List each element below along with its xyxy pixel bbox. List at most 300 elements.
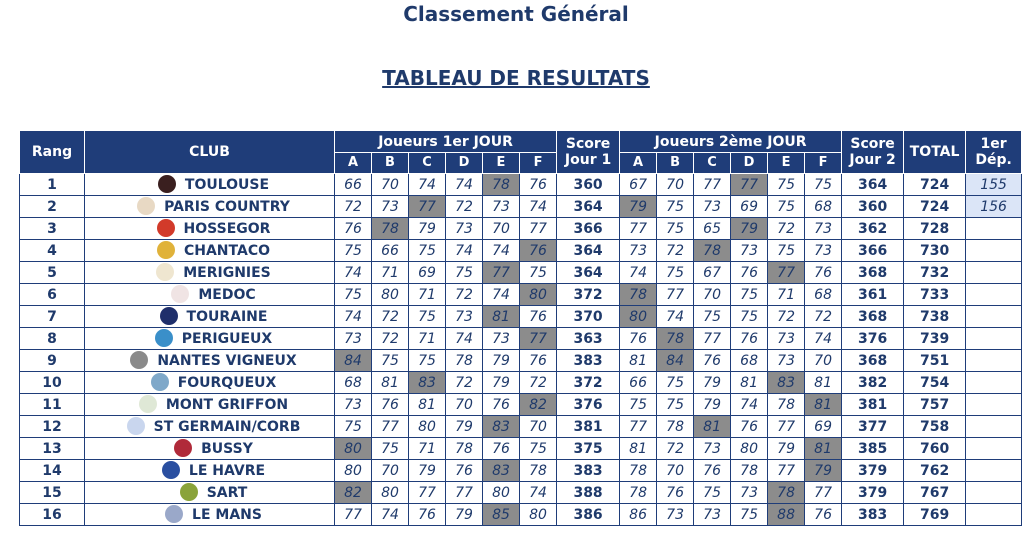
rank-cell: 1 — [20, 174, 85, 196]
day2-score-cell: 71 — [768, 284, 805, 306]
score-day1-cell: 386 — [557, 504, 620, 526]
first-dep-cell — [966, 218, 1022, 240]
day2-score-cell: 72 — [768, 218, 805, 240]
day1-score-cell: 75 — [409, 240, 446, 262]
day1-score-cell: 79 — [446, 504, 483, 526]
day2-score-cell: 84 — [657, 350, 694, 372]
club-cell — [85, 504, 335, 526]
day2-score-cell: 77 — [731, 174, 768, 196]
day1-score-cell: 80 — [409, 416, 446, 438]
mont-griffon-logo-icon — [139, 395, 157, 413]
day2-score-cell: 75 — [768, 174, 805, 196]
day2-score-cell: 81 — [805, 394, 842, 416]
day2-score-cell: 75 — [657, 262, 694, 284]
score-day1-cell: 388 — [557, 482, 620, 504]
first-dep-cell — [966, 438, 1022, 460]
day1-score-cell: 72 — [372, 328, 409, 350]
day2-score-cell: 65 — [694, 218, 731, 240]
day2-score-cell: 79 — [805, 460, 842, 482]
score-day1-cell: 364 — [557, 196, 620, 218]
score-day1-cell: 360 — [557, 174, 620, 196]
table-row — [20, 240, 1022, 262]
day1-score-cell: 74 — [483, 240, 520, 262]
day2-score-cell: 76 — [731, 416, 768, 438]
day1-score-cell: 70 — [520, 416, 557, 438]
header-first-dep — [966, 131, 1022, 174]
club-cell — [85, 174, 335, 196]
table-row — [20, 460, 1022, 482]
day1-score-cell: 74 — [446, 328, 483, 350]
day1-score-cell: 70 — [446, 394, 483, 416]
day2-score-cell: 73 — [731, 240, 768, 262]
day2-score-cell: 75 — [657, 394, 694, 416]
chantaco-logo-icon — [157, 241, 175, 259]
day1-score-cell: 76 — [483, 438, 520, 460]
first-dep-cell — [966, 460, 1022, 482]
day1-score-cell: 66 — [372, 240, 409, 262]
day1-score-cell: 76 — [446, 460, 483, 482]
day2-score-cell: 70 — [657, 460, 694, 482]
table-row — [20, 372, 1022, 394]
day2-score-cell: 69 — [805, 416, 842, 438]
table-row — [20, 350, 1022, 372]
score-day1-cell: 381 — [557, 416, 620, 438]
score-day1-cell: 372 — [557, 284, 620, 306]
day2-score-cell: 79 — [694, 394, 731, 416]
club-cell — [85, 284, 335, 306]
day2-score-cell: 75 — [768, 240, 805, 262]
day1-score-cell: 70 — [483, 218, 520, 240]
day1-score-cell: 75 — [520, 438, 557, 460]
club-name: BUSSY — [201, 440, 253, 457]
day2-score-cell: 73 — [805, 218, 842, 240]
day1-score-cell: 72 — [446, 372, 483, 394]
day2-score-cell: 77 — [620, 416, 657, 438]
le-mans-logo-icon — [165, 505, 183, 523]
total-cell: 762 — [904, 460, 966, 482]
day1-score-cell: 84 — [335, 350, 372, 372]
day1-score-cell: 73 — [335, 394, 372, 416]
total-cell: 730 — [904, 240, 966, 262]
score-day2-cell: 362 — [842, 218, 904, 240]
day2-score-cell: 76 — [694, 460, 731, 482]
day2-score-cell: 78 — [657, 416, 694, 438]
day2-score-cell: 73 — [657, 504, 694, 526]
day2-score-cell: 76 — [731, 328, 768, 350]
first-dep-cell — [966, 350, 1022, 372]
day1-score-cell: 75 — [335, 284, 372, 306]
day1-score-cell: 79 — [483, 372, 520, 394]
club-cell — [85, 240, 335, 262]
table-row — [20, 438, 1022, 460]
day1-score-cell: 77 — [409, 196, 446, 218]
day2-score-cell: 75 — [657, 196, 694, 218]
total-cell: 738 — [904, 306, 966, 328]
table-row — [20, 328, 1022, 350]
first-dep-cell — [966, 306, 1022, 328]
day1-score-cell: 66 — [335, 174, 372, 196]
day1-score-cell: 70 — [372, 174, 409, 196]
results-table-title: TABLEAU DE RESULTATS — [382, 66, 650, 90]
score-day1-cell: 363 — [557, 328, 620, 350]
day2-score-cell: 77 — [768, 460, 805, 482]
day2-score-cell: 74 — [731, 394, 768, 416]
day2-score-cell: 73 — [768, 350, 805, 372]
total-cell: 758 — [904, 416, 966, 438]
day2-score-cell: 75 — [620, 394, 657, 416]
score-day2-cell: 381 — [842, 394, 904, 416]
day2-score-cell: 79 — [731, 218, 768, 240]
day2-score-cell: 76 — [805, 504, 842, 526]
day2-score-cell: 78 — [694, 240, 731, 262]
score-day2-cell: 376 — [842, 328, 904, 350]
day2-score-cell: 75 — [657, 372, 694, 394]
day2-score-cell: 73 — [620, 240, 657, 262]
day1-score-cell: 80 — [372, 284, 409, 306]
day1-score-cell: 75 — [372, 350, 409, 372]
day1-score-cell: 74 — [483, 284, 520, 306]
day2-score-cell: 75 — [768, 196, 805, 218]
day1-score-cell: 73 — [372, 196, 409, 218]
day1-score-cell: 73 — [483, 328, 520, 350]
day2-score-cell: 72 — [657, 438, 694, 460]
day2-score-cell: 72 — [768, 306, 805, 328]
st-germain-logo-icon — [127, 417, 145, 435]
day1-score-cell: 80 — [335, 438, 372, 460]
results-table — [19, 130, 1022, 526]
header-score-day1-line2: Jour 1 — [564, 152, 612, 168]
table-row — [20, 284, 1022, 306]
header-day1-player-b: B — [372, 153, 409, 174]
score-day2-cell: 379 — [842, 460, 904, 482]
total-cell: 728 — [904, 218, 966, 240]
total-cell: 733 — [904, 284, 966, 306]
perigueux-logo-icon — [155, 329, 173, 347]
first-dep-cell — [966, 372, 1022, 394]
day2-score-cell: 74 — [657, 306, 694, 328]
total-cell: 760 — [904, 438, 966, 460]
rank-cell: 6 — [20, 284, 85, 306]
club-name: TOURAINE — [186, 308, 268, 325]
first-dep-cell — [966, 482, 1022, 504]
day2-score-cell: 81 — [620, 350, 657, 372]
day2-score-cell: 72 — [657, 240, 694, 262]
day1-score-cell: 77 — [446, 482, 483, 504]
table-row — [20, 196, 1022, 218]
day1-score-cell: 76 — [520, 350, 557, 372]
day2-score-cell: 77 — [768, 416, 805, 438]
rank-cell: 7 — [20, 306, 85, 328]
club-cell — [85, 328, 335, 350]
le-havre-logo-icon — [162, 461, 180, 479]
day2-score-cell: 81 — [620, 438, 657, 460]
day1-score-cell: 75 — [335, 240, 372, 262]
first-dep-cell: 155 — [966, 174, 1022, 196]
day1-score-cell: 68 — [335, 372, 372, 394]
day1-score-cell: 80 — [520, 284, 557, 306]
day2-score-cell: 73 — [768, 328, 805, 350]
rank-cell: 5 — [20, 262, 85, 284]
header-day2-players: Joueurs 2ème JOUR — [620, 131, 842, 153]
day2-score-cell: 74 — [620, 262, 657, 284]
header-club: CLUB — [85, 131, 335, 174]
day1-score-cell: 70 — [372, 460, 409, 482]
score-day2-cell: 379 — [842, 482, 904, 504]
day1-score-cell: 76 — [372, 394, 409, 416]
day1-score-cell: 72 — [520, 372, 557, 394]
day1-score-cell: 75 — [409, 350, 446, 372]
first-dep-cell — [966, 240, 1022, 262]
nantes-vigneux-logo-icon — [130, 351, 148, 369]
day1-score-cell: 71 — [372, 262, 409, 284]
header-day1-player-f: F — [520, 153, 557, 174]
day2-score-cell: 68 — [731, 350, 768, 372]
club-cell — [85, 218, 335, 240]
score-day2-cell: 377 — [842, 416, 904, 438]
header-day2-player-b: B — [657, 153, 694, 174]
score-day2-cell: 360 — [842, 196, 904, 218]
header-score-day2-line1: Score — [850, 136, 895, 152]
day1-score-cell: 76 — [483, 394, 520, 416]
header-day2-player-d: D — [731, 153, 768, 174]
club-name: MEDOC — [198, 286, 256, 303]
rank-cell: 9 — [20, 350, 85, 372]
day1-score-cell: 75 — [335, 416, 372, 438]
rank-cell: 13 — [20, 438, 85, 460]
total-cell: 767 — [904, 482, 966, 504]
day2-score-cell: 81 — [694, 416, 731, 438]
rank-cell: 3 — [20, 218, 85, 240]
day2-score-cell: 67 — [694, 262, 731, 284]
header-score-day2 — [842, 131, 904, 174]
merignies-logo-icon — [156, 263, 174, 281]
medoc-logo-icon — [171, 285, 189, 303]
total-cell: 724 — [904, 196, 966, 218]
club-name: HOSSEGOR — [183, 220, 271, 237]
score-day1-cell: 375 — [557, 438, 620, 460]
header-rang: Rang — [20, 131, 85, 174]
day2-score-cell: 75 — [731, 306, 768, 328]
day2-score-cell: 83 — [768, 372, 805, 394]
day1-score-cell: 72 — [446, 284, 483, 306]
day1-score-cell: 81 — [372, 372, 409, 394]
day2-score-cell: 77 — [805, 482, 842, 504]
club-name: LE MANS — [192, 506, 262, 523]
day2-score-cell: 70 — [805, 350, 842, 372]
score-day2-cell: 366 — [842, 240, 904, 262]
paris-country-logo-icon — [137, 197, 155, 215]
club-cell — [85, 196, 335, 218]
day2-score-cell: 73 — [694, 504, 731, 526]
day2-score-cell: 75 — [657, 218, 694, 240]
day2-score-cell: 80 — [731, 438, 768, 460]
day2-score-cell: 78 — [768, 394, 805, 416]
day1-score-cell: 69 — [409, 262, 446, 284]
toulouse-logo-icon — [158, 175, 176, 193]
club-cell — [85, 394, 335, 416]
club-name: CHANTACO — [183, 242, 271, 259]
club-name: FOURQUEUX — [177, 374, 277, 391]
header-score-day1-line1: Score — [565, 136, 611, 152]
rank-cell: 15 — [20, 482, 85, 504]
day1-score-cell: 76 — [409, 504, 446, 526]
day2-score-cell: 75 — [805, 174, 842, 196]
rank-cell: 10 — [20, 372, 85, 394]
table-row — [20, 174, 1022, 196]
day2-score-cell: 77 — [768, 262, 805, 284]
score-day1-cell: 364 — [557, 262, 620, 284]
total-cell: 751 — [904, 350, 966, 372]
day2-score-cell: 78 — [620, 460, 657, 482]
header-day1-player-e: E — [483, 153, 520, 174]
day2-score-cell: 75 — [731, 284, 768, 306]
day2-score-cell: 73 — [805, 240, 842, 262]
day1-score-cell: 77 — [520, 328, 557, 350]
day1-score-cell: 72 — [446, 196, 483, 218]
day2-score-cell: 76 — [620, 328, 657, 350]
rank-cell: 12 — [20, 416, 85, 438]
day2-score-cell: 72 — [805, 306, 842, 328]
club-cell — [85, 372, 335, 394]
score-day2-cell: 368 — [842, 350, 904, 372]
day2-score-cell: 77 — [694, 328, 731, 350]
day1-score-cell: 73 — [446, 306, 483, 328]
day2-score-cell: 77 — [657, 284, 694, 306]
touraine-logo-icon — [160, 307, 178, 325]
first-dep-cell — [966, 262, 1022, 284]
day1-score-cell: 74 — [446, 240, 483, 262]
header-score-day2-line2: Jour 2 — [849, 152, 896, 168]
header-day2-player-e: E — [768, 153, 805, 174]
day2-score-cell: 79 — [620, 196, 657, 218]
day2-score-cell: 75 — [694, 482, 731, 504]
day1-score-cell: 78 — [483, 174, 520, 196]
day2-score-cell: 75 — [694, 306, 731, 328]
score-day2-cell: 364 — [842, 174, 904, 196]
score-day1-cell: 370 — [557, 306, 620, 328]
first-dep-cell — [966, 328, 1022, 350]
day2-score-cell: 79 — [694, 372, 731, 394]
day1-score-cell: 77 — [520, 218, 557, 240]
day1-score-cell: 79 — [409, 218, 446, 240]
day1-score-cell: 80 — [520, 504, 557, 526]
day1-score-cell: 74 — [372, 504, 409, 526]
day2-score-cell: 78 — [768, 482, 805, 504]
total-cell: 724 — [904, 174, 966, 196]
first-dep-cell — [966, 504, 1022, 526]
day2-score-cell: 69 — [731, 196, 768, 218]
day2-score-cell: 76 — [694, 350, 731, 372]
day1-score-cell: 74 — [520, 196, 557, 218]
day2-score-cell: 67 — [620, 174, 657, 196]
day1-score-cell: 76 — [520, 240, 557, 262]
total-cell: 739 — [904, 328, 966, 350]
score-day1-cell: 383 — [557, 350, 620, 372]
day1-score-cell: 74 — [335, 262, 372, 284]
header-day1-player-d: D — [446, 153, 483, 174]
club-name: PERIGUEUX — [181, 330, 273, 347]
hossegor-logo-icon — [157, 219, 175, 237]
day1-score-cell: 80 — [372, 482, 409, 504]
day1-score-cell: 85 — [483, 504, 520, 526]
day2-score-cell: 68 — [805, 284, 842, 306]
day2-score-cell: 78 — [620, 284, 657, 306]
day1-score-cell: 73 — [483, 196, 520, 218]
day2-score-cell: 79 — [768, 438, 805, 460]
day1-score-cell: 71 — [409, 284, 446, 306]
day2-score-cell: 73 — [694, 196, 731, 218]
day2-score-cell: 70 — [657, 174, 694, 196]
day1-score-cell: 78 — [372, 218, 409, 240]
club-name: ST GERMAIN/CORB — [153, 418, 301, 435]
day2-score-cell: 76 — [731, 262, 768, 284]
day1-score-cell: 71 — [409, 438, 446, 460]
first-dep-cell — [966, 416, 1022, 438]
day1-score-cell: 76 — [520, 306, 557, 328]
score-day2-cell: 361 — [842, 284, 904, 306]
day2-score-cell: 76 — [805, 262, 842, 284]
day1-score-cell: 83 — [409, 372, 446, 394]
score-day2-cell: 385 — [842, 438, 904, 460]
total-cell: 754 — [904, 372, 966, 394]
first-dep-cell: 156 — [966, 196, 1022, 218]
day2-score-cell: 88 — [768, 504, 805, 526]
club-name: MERIGNIES — [183, 264, 271, 281]
day1-score-cell: 81 — [409, 394, 446, 416]
day1-score-cell: 80 — [483, 482, 520, 504]
first-dep-cell — [966, 394, 1022, 416]
score-day1-cell: 366 — [557, 218, 620, 240]
results-body — [20, 174, 1022, 526]
day1-score-cell: 80 — [335, 460, 372, 482]
day2-score-cell: 78 — [731, 460, 768, 482]
day2-score-cell: 68 — [805, 196, 842, 218]
day2-score-cell: 80 — [620, 306, 657, 328]
first-dep-cell — [966, 284, 1022, 306]
score-day2-cell: 383 — [842, 504, 904, 526]
club-cell — [85, 262, 335, 284]
day2-score-cell: 77 — [694, 174, 731, 196]
day1-score-cell: 83 — [483, 416, 520, 438]
day1-score-cell: 83 — [483, 460, 520, 482]
total-cell: 757 — [904, 394, 966, 416]
fourqueux-logo-icon — [151, 373, 169, 391]
header-day2-player-c: C — [694, 153, 731, 174]
rank-cell: 8 — [20, 328, 85, 350]
table-row — [20, 394, 1022, 416]
header-day1-player-a: A — [335, 153, 372, 174]
day2-score-cell: 76 — [657, 482, 694, 504]
table-row — [20, 504, 1022, 526]
day2-score-cell: 81 — [805, 438, 842, 460]
table-row — [20, 482, 1022, 504]
day1-score-cell: 71 — [409, 328, 446, 350]
club-name: TOULOUSE — [184, 176, 270, 193]
day2-score-cell: 73 — [731, 482, 768, 504]
club-cell — [85, 306, 335, 328]
rank-cell: 2 — [20, 196, 85, 218]
score-day2-cell: 382 — [842, 372, 904, 394]
club-name: SART — [206, 484, 248, 501]
day1-score-cell: 77 — [372, 416, 409, 438]
day1-score-cell: 75 — [446, 262, 483, 284]
day2-score-cell: 74 — [805, 328, 842, 350]
header-day2-player-f: F — [805, 153, 842, 174]
score-day1-cell: 383 — [557, 460, 620, 482]
score-day2-cell: 368 — [842, 262, 904, 284]
day1-score-cell: 79 — [409, 460, 446, 482]
day1-score-cell: 72 — [372, 306, 409, 328]
